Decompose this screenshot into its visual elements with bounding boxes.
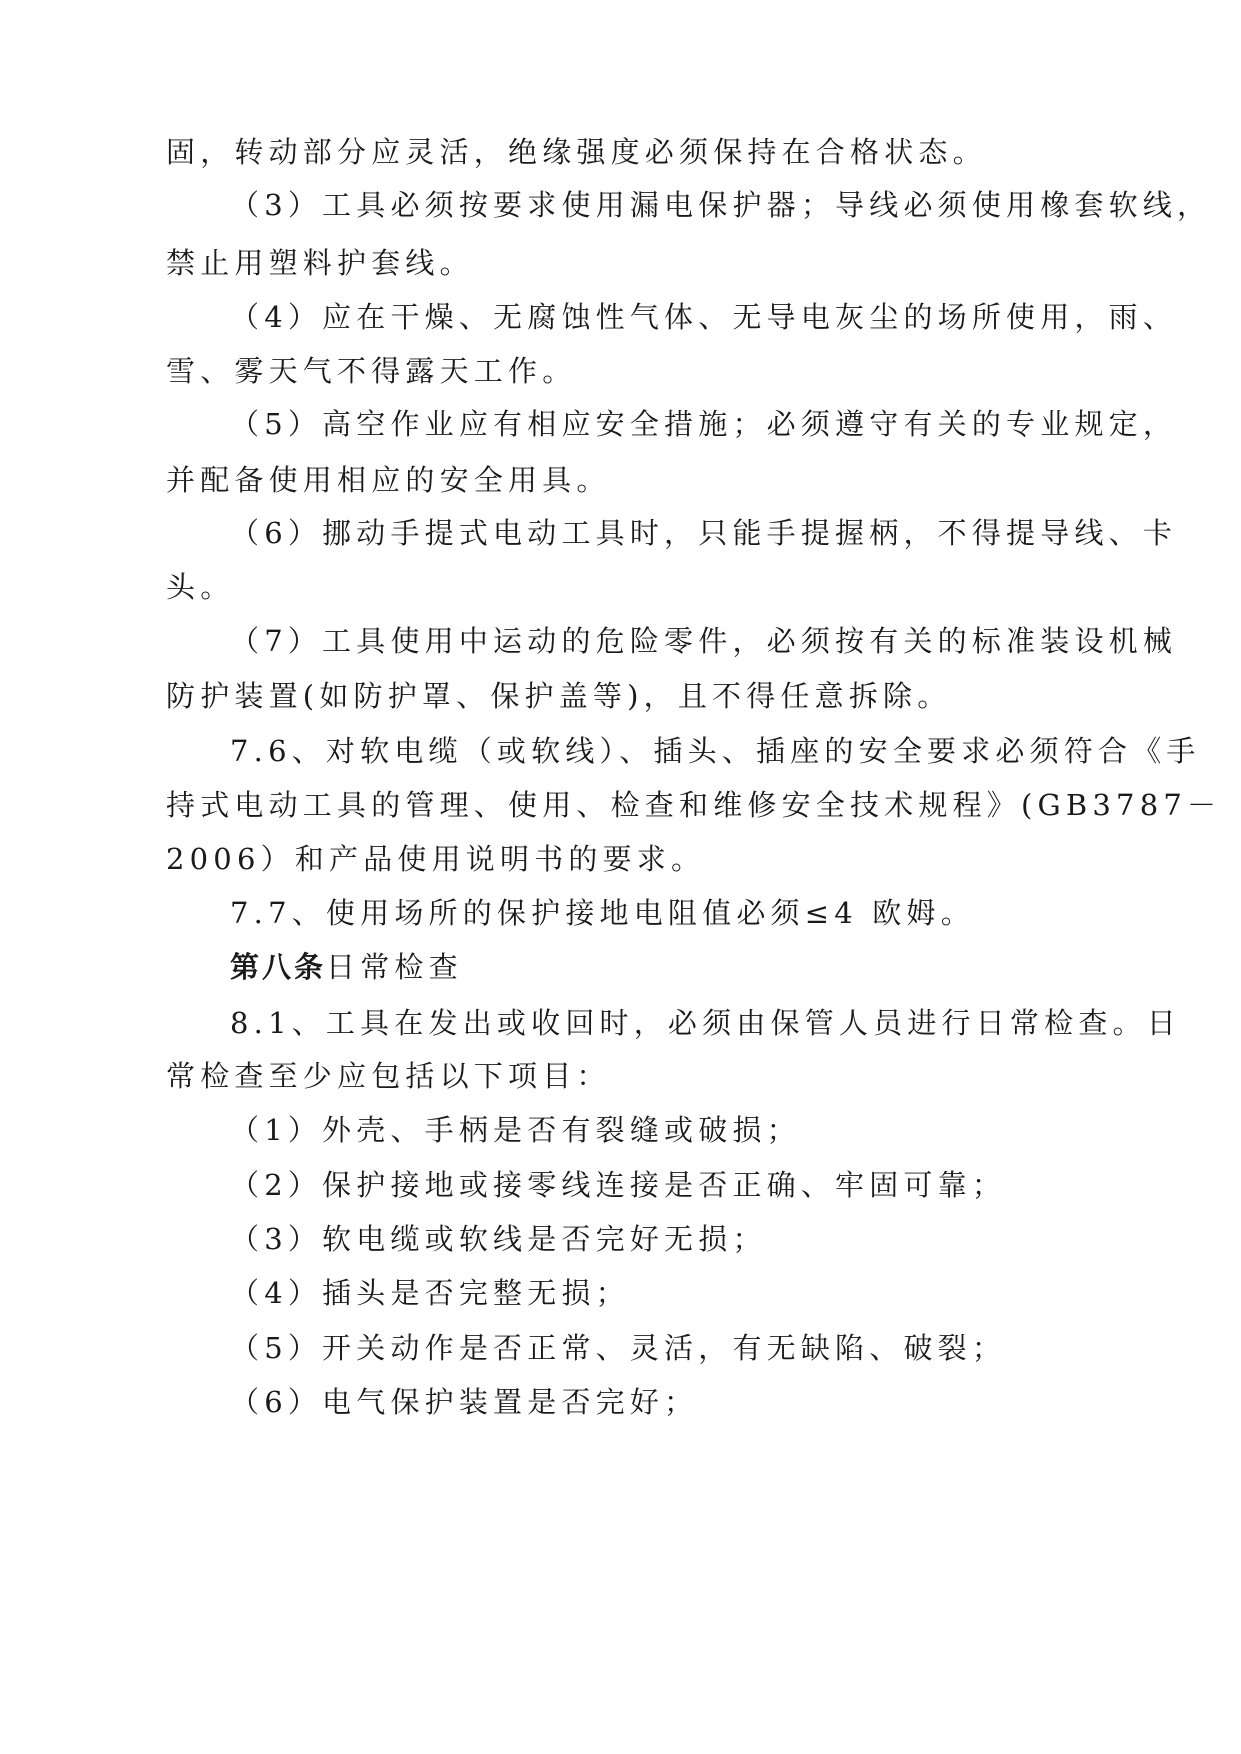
text-line: 雪、雾天气不得露天工作。	[166, 354, 577, 388]
list-item: （6）电气保护装置是否完好；	[230, 1385, 699, 1419]
article-heading	[230, 947, 463, 987]
list-item: （5）开关动作是否正常、灵活，有无缺陷、破裂；	[230, 1331, 1007, 1365]
text-line: 持式电动工具的管理、使用、检查和维修安全技术规程》(GB3787－	[166, 788, 1222, 822]
text-line: 并配备使用相应的安全用具。	[166, 463, 611, 497]
text-line: 7.7、使用场所的保护接地电阻值必须≤4 欧姆。	[230, 896, 975, 930]
text-line: （3）工具必须按要求使用漏电保护器；导线必须使用橡套软线，	[230, 188, 1212, 222]
list-item: （1）外壳、手柄是否有裂缝或破损；	[230, 1113, 801, 1147]
text-line: 常检查至少应包括以下项目：	[166, 1059, 611, 1093]
text-line: （6）挪动手提式电动工具时，只能手提握柄，不得提导线、卡	[230, 516, 1178, 550]
text-line: （4）应在干燥、无腐蚀性气体、无导电灰尘的场所使用，雨、	[230, 300, 1178, 334]
text-line: 8.1、工具在发出或收回时，必须由保管人员进行日常检查。日	[230, 1006, 1181, 1040]
text-line: （7）工具使用中运动的危险零件，必须按有关的标准装设机械	[230, 624, 1178, 658]
text-line: 禁止用塑料护套线。	[166, 246, 474, 280]
article-title: 日常检查	[326, 950, 463, 984]
article-number: 第八条	[230, 950, 327, 984]
text-line: 固，转动部分应灵活，绝缘强度必须保持在合格状态。	[166, 135, 987, 169]
text-line: 2006）和产品使用说明书的要求。	[166, 842, 706, 876]
list-item: （2）保护接地或接零线连接是否正确、牢固可靠；	[230, 1168, 1007, 1202]
text-line: 头。	[166, 570, 235, 604]
text-line: 7.6、对软电缆（或软线）、插头、插座的安全要求必须符合《手	[230, 734, 1201, 768]
list-item: （4）插头是否完整无损；	[230, 1276, 630, 1310]
text-line: （5）高空作业应有相应安全措施；必须遵守有关的专业规定，	[230, 407, 1178, 441]
text-line: 防护装置(如防护罩、保护盖等)，且不得任意拆除。	[166, 679, 952, 713]
list-item: （3）软电缆或软线是否完好无损；	[230, 1222, 767, 1256]
